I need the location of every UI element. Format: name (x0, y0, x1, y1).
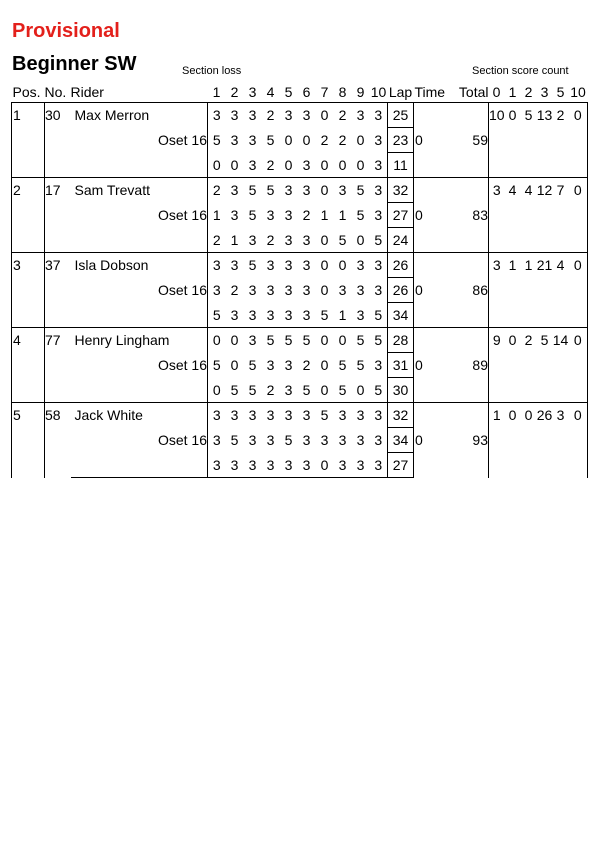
score-count: 1 (521, 253, 537, 328)
score-count: 10 (489, 103, 505, 178)
rider-name: Sam Trevatt (71, 178, 208, 203)
header-section: 9 (356, 84, 365, 100)
rider-block (12, 103, 588, 178)
section-score: 0 (356, 231, 365, 248)
section-score: 3 (284, 381, 293, 398)
section-score: 3 (370, 178, 388, 203)
section-score: 3 (266, 432, 275, 448)
section-score: 0 (320, 282, 329, 298)
section-score: 3 (338, 282, 347, 298)
rider-time: 0 (414, 178, 456, 253)
section-score: 3 (226, 178, 244, 203)
section-score: 5 (356, 207, 365, 223)
rider-block (12, 328, 588, 403)
section-score: 5 (316, 403, 334, 428)
section-score: 5 (374, 381, 383, 398)
section-score: 3 (230, 132, 239, 148)
section-score: 0 (284, 156, 293, 173)
header-score-count: 2 (524, 84, 533, 100)
section-score: 3 (208, 278, 226, 303)
score-count: 0 (569, 103, 588, 178)
section-score: 0 (320, 357, 329, 373)
rider-name: Henry Lingham (71, 328, 208, 353)
section-score: 3 (208, 428, 226, 453)
score-count: 0 (569, 253, 588, 328)
section-score: 0 (356, 381, 365, 398)
lap-total: 26 (388, 253, 414, 278)
section-score: 3 (298, 453, 316, 478)
rider-bike: Oset 16 (157, 207, 207, 223)
lap-total: 25 (388, 103, 414, 128)
section-score: 0 (320, 231, 329, 248)
header-row (12, 82, 588, 103)
section-score: 0 (334, 253, 352, 278)
section-score: 5 (230, 381, 239, 398)
rider-total: 83 (456, 178, 489, 253)
rider-time: 0 (414, 403, 456, 478)
rider-name: Jack White (71, 403, 208, 428)
rider-block (12, 253, 588, 328)
section-score: 3 (302, 231, 311, 248)
rider-blank (71, 303, 208, 328)
lap-total: 26 (388, 278, 414, 303)
section-score: 3 (284, 357, 293, 373)
score-count: 7 (553, 178, 569, 253)
score-count: 2 (553, 103, 569, 178)
section-score: 3 (280, 103, 298, 128)
section-score: 3 (284, 231, 293, 248)
section-score: 0 (316, 103, 334, 128)
score-count: 5 (521, 103, 537, 178)
section-score: 3 (302, 306, 311, 323)
section-score: 1 (208, 203, 226, 228)
section-score: 5 (374, 231, 383, 248)
rider-bike: Oset 16 (157, 282, 207, 298)
section-score: 3 (226, 103, 244, 128)
header-section: 1 (212, 84, 221, 100)
section-score: 0 (208, 378, 226, 403)
rider-total: 86 (456, 253, 489, 328)
section-score: 1 (338, 306, 347, 323)
section-score: 0 (226, 328, 244, 353)
section-score: 3 (374, 432, 383, 448)
section-score: 3 (302, 282, 311, 298)
lap-total: 27 (388, 203, 414, 228)
section-loss-label: Section loss (182, 65, 242, 77)
score-count: 1 (489, 403, 505, 478)
header-score-count: 5 (556, 84, 565, 100)
score-count: 0 (505, 103, 521, 178)
section-score: 5 (266, 132, 275, 148)
section-score: 2 (266, 381, 275, 398)
section-score: 3 (334, 453, 352, 478)
rider-number: 77 (45, 328, 71, 403)
section-score: 0 (284, 132, 293, 148)
rider-number: 37 (45, 253, 71, 328)
header-section: 2 (230, 84, 239, 100)
lap-total: 30 (388, 378, 414, 403)
section-score: 0 (316, 253, 334, 278)
score-count: 1 (505, 253, 521, 328)
rider-number: 17 (45, 178, 71, 253)
section-score: 3 (370, 403, 388, 428)
score-count: 0 (505, 403, 521, 478)
rider-bike: Oset 16 (157, 132, 207, 148)
section-score: 5 (356, 357, 365, 373)
section-score: 3 (230, 207, 239, 223)
section-score: 3 (370, 103, 388, 128)
rider-name: Max Merron (71, 103, 208, 128)
section-score: 5 (374, 306, 383, 323)
section-score: 3 (262, 453, 280, 478)
header-pos: Pos. (12, 84, 41, 100)
rider-position: 5 (12, 403, 45, 478)
section-score: 5 (262, 328, 280, 353)
lap-total: 28 (388, 328, 414, 353)
section-score: 2 (266, 156, 275, 173)
score-count: 9 (489, 328, 505, 403)
rider-position: 4 (12, 328, 45, 403)
section-score: 3 (248, 282, 257, 298)
section-score: 3 (370, 253, 388, 278)
section-score: 0 (316, 328, 334, 353)
section-score: 3 (266, 357, 275, 373)
section-score: 3 (248, 132, 257, 148)
section-score: 2 (302, 207, 311, 223)
section-score: 0 (316, 178, 334, 203)
section-score: 3 (244, 403, 262, 428)
header-score-count: 10 (570, 84, 586, 100)
header-score-count: 1 (508, 84, 517, 100)
rider-time: 0 (414, 328, 456, 403)
section-score: 3 (226, 453, 244, 478)
section-score: 3 (280, 453, 298, 478)
section-score: 5 (352, 178, 370, 203)
lap-total: 34 (388, 303, 414, 328)
rider-block (12, 403, 588, 478)
section-score: 3 (208, 253, 226, 278)
section-score: 5 (208, 128, 226, 153)
section-score: 2 (266, 231, 275, 248)
score-count: 0 (569, 403, 588, 478)
score-count: 26 (537, 403, 553, 478)
score-count: 5 (537, 328, 553, 403)
section-score: 3 (208, 403, 226, 428)
lap-row (12, 403, 588, 428)
section-score: 3 (230, 306, 239, 323)
lap-row (12, 328, 588, 353)
section-score: 3 (280, 403, 298, 428)
section-score: 3 (356, 432, 365, 448)
header-section: 3 (248, 84, 257, 100)
score-count: 14 (553, 328, 569, 403)
section-score: 2 (338, 132, 347, 148)
section-score: 1 (230, 231, 239, 248)
section-score: 3 (284, 282, 293, 298)
section-score: 5 (370, 328, 388, 353)
section-score: 0 (356, 156, 365, 173)
score-count: 13 (537, 103, 553, 178)
rider-name: Isla Dobson (71, 253, 208, 278)
score-count: 3 (553, 403, 569, 478)
section-score: 3 (280, 253, 298, 278)
rider-blank (71, 453, 208, 478)
header-rider: Rider (70, 84, 104, 100)
rider-time: 0 (414, 253, 456, 328)
header-score-count: 3 (540, 84, 549, 100)
header-section: 6 (302, 84, 311, 100)
section-score: 3 (302, 432, 311, 448)
section-score: 0 (208, 153, 226, 178)
section-score: 3 (298, 403, 316, 428)
section-score: 3 (248, 432, 257, 448)
section-score: 3 (356, 306, 365, 323)
rider-bike: Oset 16 (157, 357, 207, 373)
header-section: 7 (320, 84, 329, 100)
score-count: 21 (537, 253, 553, 328)
lap-total: 23 (388, 128, 414, 153)
rider-number: 58 (45, 403, 71, 478)
section-score: 5 (298, 328, 316, 353)
header-time: Time (414, 84, 446, 100)
rider-blank (71, 378, 208, 403)
rider-position: 3 (12, 253, 45, 328)
section-score: 3 (374, 132, 383, 148)
score-count: 4 (505, 178, 521, 253)
rider-block (12, 178, 588, 253)
section-score: 1 (320, 207, 329, 223)
section-score: 3 (248, 231, 257, 248)
section-score: 5 (208, 353, 226, 378)
section-score: 2 (208, 228, 226, 253)
lap-total: 11 (388, 153, 414, 178)
header-section: 4 (266, 84, 275, 100)
header-no: No. (44, 84, 67, 100)
status-label: Provisional (12, 20, 120, 42)
score-count: 0 (505, 328, 521, 403)
lap-row (12, 253, 588, 278)
section-score: 3 (352, 403, 370, 428)
section-score: 3 (244, 328, 262, 353)
lap-row (12, 178, 588, 203)
rider-bike: Oset 16 (157, 432, 207, 448)
section-score: 3 (374, 282, 383, 298)
header-section: 5 (284, 84, 293, 100)
rider-position: 2 (12, 178, 45, 253)
results-table (11, 82, 588, 478)
section-score: 3 (208, 453, 226, 478)
section-score: 3 (352, 453, 370, 478)
section-score: 5 (248, 357, 257, 373)
score-count: 12 (537, 178, 553, 253)
section-score: 3 (374, 357, 383, 373)
section-score: 3 (356, 282, 365, 298)
lap-total: 34 (388, 428, 414, 453)
section-score: 3 (284, 306, 293, 323)
section-score: 2 (334, 103, 352, 128)
score-count: 4 (553, 253, 569, 328)
section-score: 3 (248, 156, 257, 173)
section-score: 3 (374, 207, 383, 223)
lap-total: 32 (388, 403, 414, 428)
rider-total: 93 (456, 403, 489, 478)
rider-blank (71, 228, 208, 253)
section-score-count-label: Section score count (472, 65, 569, 77)
section-score: 0 (230, 156, 239, 173)
section-score: 3 (298, 103, 316, 128)
section-score: 5 (248, 381, 257, 398)
header-section: 10 (370, 84, 387, 100)
section-score: 3 (374, 156, 383, 173)
section-score: 3 (334, 403, 352, 428)
section-score: 0 (320, 156, 329, 173)
section-score: 5 (208, 303, 226, 328)
section-score: 1 (338, 207, 347, 223)
section-score: 5 (352, 328, 370, 353)
section-score: 2 (262, 103, 280, 128)
section-score: 5 (338, 231, 347, 248)
section-score: 3 (248, 306, 257, 323)
section-score: 3 (262, 253, 280, 278)
header-score-count: 0 (492, 84, 501, 100)
rider-number: 30 (45, 103, 71, 178)
lap-total: 24 (388, 228, 414, 253)
section-score: 3 (244, 103, 262, 128)
section-score: 5 (284, 432, 293, 448)
section-score: 3 (352, 253, 370, 278)
section-score: 3 (334, 178, 352, 203)
section-score: 5 (320, 306, 329, 323)
section-score: 3 (226, 253, 244, 278)
section-score: 0 (338, 156, 347, 173)
score-count: 3 (489, 178, 505, 253)
section-score: 5 (262, 178, 280, 203)
lap-total: 32 (388, 178, 414, 203)
section-score: 2 (208, 178, 226, 203)
section-score: 2 (320, 132, 329, 148)
section-score: 3 (208, 103, 226, 128)
section-score: 5 (302, 381, 311, 398)
score-count: 3 (489, 253, 505, 328)
section-score: 3 (370, 453, 388, 478)
lap-total: 31 (388, 353, 414, 378)
class-title: Beginner SW (12, 53, 137, 75)
header-section: 8 (338, 84, 347, 100)
section-score: 0 (316, 453, 334, 478)
section-score: 0 (320, 381, 329, 398)
section-score: 3 (266, 306, 275, 323)
section-score: 3 (266, 207, 275, 223)
section-score: 3 (284, 207, 293, 223)
section-score: 0 (302, 132, 311, 148)
lap-total: 27 (388, 453, 414, 478)
section-score: 3 (298, 178, 316, 203)
section-score: 0 (230, 357, 239, 373)
section-score: 3 (352, 103, 370, 128)
rider-total: 89 (456, 328, 489, 403)
rider-blank (71, 153, 208, 178)
section-score: 5 (244, 178, 262, 203)
section-score: 5 (248, 207, 257, 223)
score-count: 4 (521, 178, 537, 253)
score-count: 0 (569, 178, 588, 253)
section-score: 5 (338, 381, 347, 398)
section-score: 5 (230, 432, 239, 448)
section-score: 0 (208, 328, 226, 353)
section-score: 2 (230, 282, 239, 298)
section-score: 2 (302, 357, 311, 373)
section-score: 0 (356, 132, 365, 148)
section-score: 3 (298, 253, 316, 278)
section-score: 3 (302, 156, 311, 173)
section-score: 3 (226, 403, 244, 428)
lap-row (12, 103, 588, 128)
section-score: 3 (338, 432, 347, 448)
score-count: 0 (521, 403, 537, 478)
header-total: Total (458, 84, 489, 100)
score-count: 2 (521, 328, 537, 403)
rider-total: 59 (456, 103, 489, 178)
section-score: 0 (334, 328, 352, 353)
score-count: 0 (569, 328, 588, 403)
section-score: 3 (320, 432, 329, 448)
section-score: 5 (338, 357, 347, 373)
header-lap: Lap (388, 84, 413, 100)
rider-time: 0 (414, 103, 456, 178)
section-score: 3 (244, 453, 262, 478)
section-score: 5 (244, 253, 262, 278)
section-score: 3 (262, 403, 280, 428)
section-score: 3 (266, 282, 275, 298)
section-score: 5 (280, 328, 298, 353)
rider-position: 1 (12, 103, 45, 178)
section-score: 3 (280, 178, 298, 203)
